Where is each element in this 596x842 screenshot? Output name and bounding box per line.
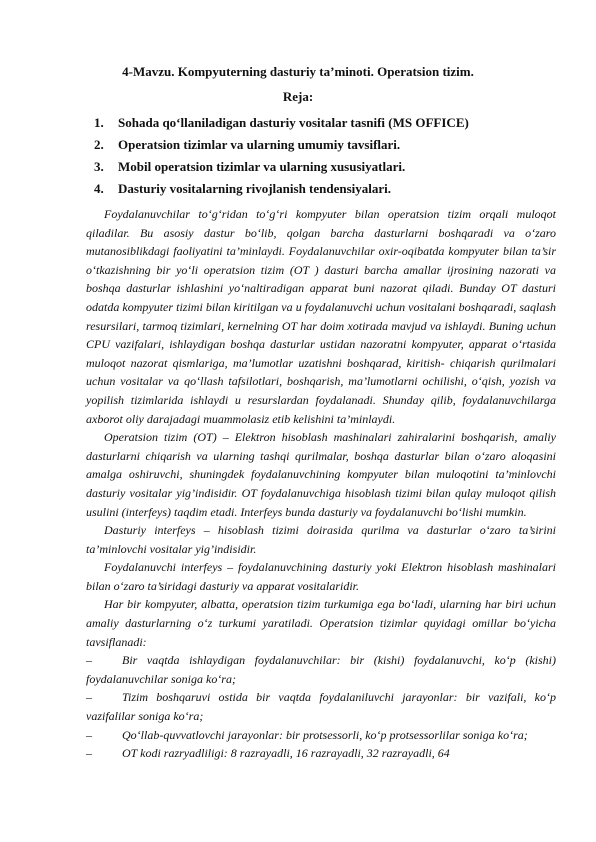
dash-bullet: – (86, 690, 92, 705)
plan-item-text: Mobil operatsion tizimlar va ularning xususiyatlari. (118, 159, 406, 174)
plan-item (94, 178, 564, 200)
plan-item-number: 4. (94, 181, 104, 196)
plan-heading: Reja: (282, 89, 314, 104)
plan-item-text: Operatsion tizimlar va ularning umumiy tavsiflari. (118, 137, 401, 152)
plan-item (94, 112, 564, 134)
plan-item-text: Sohada qo‘llaniladigan dasturiy vositalar tasnifi (MS OFFICE) (118, 115, 469, 130)
plan-item (94, 134, 564, 156)
plan-item-text: Dasturiy vositalarning rivojlanish tendensiyalari. (118, 181, 392, 196)
dash-list-item (86, 651, 556, 688)
dash-bullet: – (86, 653, 92, 668)
dash-bullet: – (86, 727, 92, 742)
dash-list-item (86, 744, 556, 763)
paragraph: Foydalanuvchi interfeys – foydalanuvchining dasturiy yoki Elektron hisoblash mashinalari bilan o‘zaro ta’siridagi dasturiy va apparat vositalaridir. (86, 560, 556, 593)
plan-list (94, 112, 564, 200)
dash-bullet: – (86, 746, 92, 761)
paragraph: Dasturiy interfeys – hisoblash tizimi doirasida qurilma va dasturlar o‘zaro ta’sirini ta’minlovchi vositalar yig’indisidir. (86, 523, 556, 556)
plan-item-number: 1. (94, 115, 104, 130)
plan-item-number: 2. (94, 137, 104, 152)
dash-list-item (86, 688, 556, 725)
dash-list-item (86, 726, 556, 745)
plan-item-number: 3. (94, 159, 104, 174)
paragraph: Operatsion tizim (OT) – Elektron hisoblash mashinalari zahiralarini boshqarish, amaliy dasturlarni chiqarish va ularning tashqi qurilmalar, boshqa dasturlar bilan o‘zaro aloqasini amalga oshiruvchi, shuningdek foydalanuvchining kompyuter bilan muloqotini ta’minlovchi dasturiy vositalar yig’indisidir. OT foydalanuvchiga hisoblash tizimi bilan qulay muloqot qilish usulini (interfeys) taqdim etadi. Interfeys bunda dasturiy va foydalanuvchi bo‘lishi mumkin. (86, 430, 556, 519)
dash-item-text: Bir vaqtda ishlaydigan foydalanuvchilar: bir (kishi) foydalanuvchi, ko‘p (kishi) foydalanuvchilar soniga ko‘ra; (86, 653, 556, 686)
body-text (86, 205, 556, 763)
dash-item-text: Qo‘llab-quvvatlovchi jarayonlar: bir protsessorli, ko‘p protsessorlilar soniga ko‘ra; (122, 727, 528, 742)
lecture-title: 4-Mavzu. Kompyuterning dasturiy ta’minoti. Operatsion tizim. (122, 64, 474, 79)
paragraph: Foydalanuvchilar to‘g‘ridan to‘g‘ri kompyuter bilan operatsion tizim orqali muloqot qiladilar. Bu asosiy dastur bo‘lib, qolgan barcha dasturlarni boshqaradi va o‘zaro mutanosiblikdagi faoliyatini ta’minlaydi. Foydalanuvchilar oxir-oqibatda kompyuter bilan ta’sir o‘tkazishning bir yo‘li operatsion tizim (OT ) dasturi barcha amallar ijrosining nazorati va boshqa dasturlar ishlashini yo‘naltiradigan apparat buni nazorat qiladi. Bunday OT dasturi odatda kompyuter tizimi bilan kiritilgan va u foydalanuvchi uchun vositalani boshqaradi, saqlash resursilari, tarmoq tizimlari, kernelning OT har doim xotirada mavjud va ishlaydi. Buning uchun CPU vazifalari, ishlaydigan boshqa dasturlar ustidan nazoratni kompyuter, apparat o‘rtasida muloqot nazorat qismlariga, ma’lumotlar uzatishni boshqarad, kiritish- chiqarish qurilmalari uchun vositalar va qo‘llash tafsilotlari, boshqarish, ma’lumotlarni ochilishi, o‘qish, yozish va yopilish tizimlarida ishlaydi u resurslardan foydalanadi. Shunday qilib, foydalanuvchilarga axborot oliy darajadagi muammolasiz etib kelishini ta’minlaydi. (86, 207, 556, 426)
plan-item (94, 156, 564, 178)
paragraph: Har bir kompyuter, albatta, operatsion tizim turkumiga ega bo‘ladi, ularning har biri uchun amaliy dasturlarning o‘z turkumi yaratiladi. Operatsion tizimlar quyidagi omillar bo‘yicha tavsiflanadi: (86, 597, 556, 649)
dash-item-text: OT kodi razryadliligi: 8 razrayadli, 16 razrayadli, 32 razrayadli, 64 (122, 746, 450, 761)
dash-item-text: Tizim boshqaruvi ostida bir vaqtda foydalaniluvchi jarayonlar: bir vazifali, ko‘p vazifalilar soniga ko‘ra; (86, 690, 556, 724)
